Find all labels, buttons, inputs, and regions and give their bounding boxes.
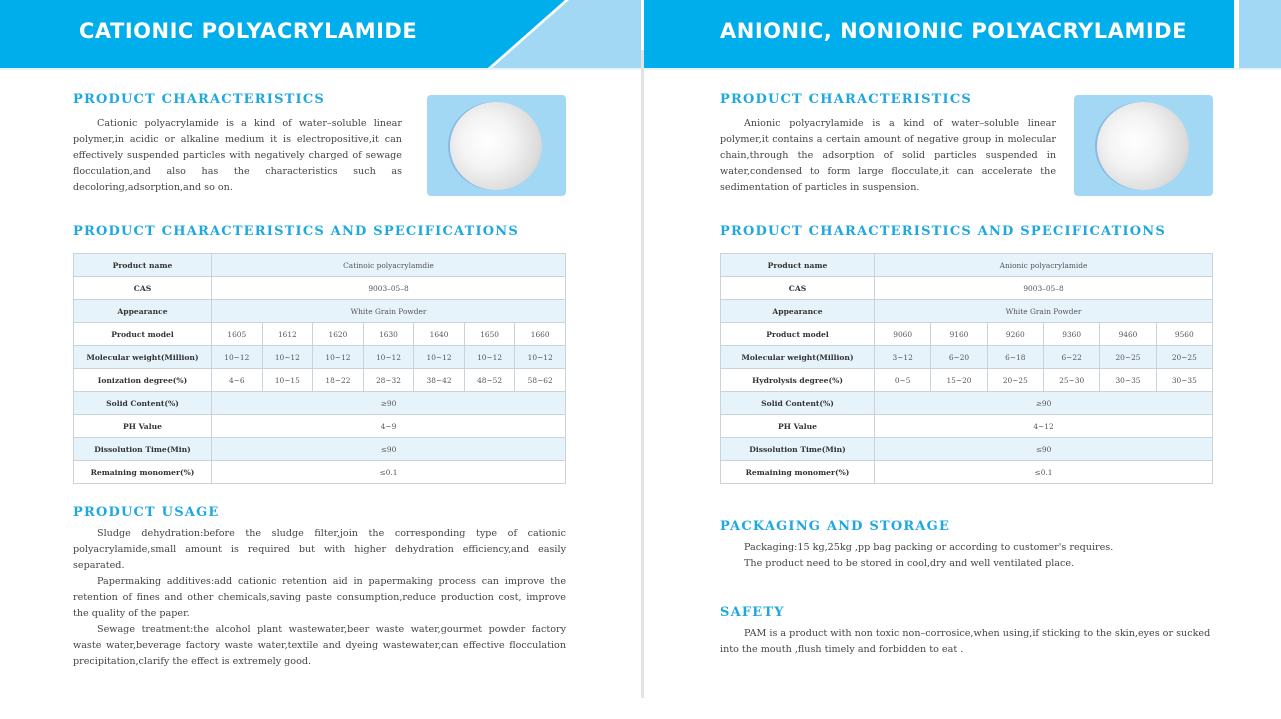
- right-page-title: ANIONIC, NONIONIC POLYACRYLAMIDE: [720, 19, 1187, 43]
- right-header-accent: [1239, 0, 1281, 68]
- left-usage-text: [73, 526, 566, 670]
- left-header-shadow: [0, 68, 641, 70]
- table-row: Appearance White Grain Powder: [721, 300, 1213, 323]
- left-product-photo: [427, 95, 566, 196]
- table-row: CAS 9003–05–8: [721, 277, 1213, 300]
- left-specifications-heading: PRODUCT CHARACTERISTICS AND SPECIFICATIONS: [73, 224, 519, 239]
- table-row: Ionization degree(%) 4~6 10~15 18~22 28~32 38~42 48~52 58~62: [74, 369, 566, 392]
- usage-papermaking-paragraph: Papermaking additives:add cationic retention aid in papermaking process can improve the retention of fines and other chemicals,saving paste consumption,reduce production cost, improve the quality of the paper.: [73, 576, 566, 619]
- usage-sludge-paragraph: Sludge dehydration:before the sludge filter,join the corresponding type of cationic polyacrylamide,small amount is required but with higher dehydration efficiency,and easily separated.: [73, 528, 566, 571]
- safety-text: PAM is a product with non toxic non–corrosice,when using,if sticking to the skin,eyes or sucked into the mouth ,flush timely and forbidden to eat .: [720, 628, 1211, 655]
- left-spec-table: [73, 253, 566, 484]
- packaging-text: Packaging:15 kg,25kg ,pp bag packing or according to customer's requires. The product need to be stored in cool,dry and well ventilated place.: [744, 542, 1114, 569]
- table-row: Appearance White Grain Powder: [74, 300, 566, 323]
- table-row: Molecular weight(Million) 10~12 10~12 10~12 10~12 10~12 10~12 10~12: [74, 346, 566, 369]
- right-characteristics-heading: PRODUCT CHARACTERISTICS: [720, 92, 972, 107]
- left-page-title: CATIONIC POLYACRYLAMIDE: [79, 19, 418, 43]
- left-usage-heading: PRODUCT USAGE: [73, 505, 220, 520]
- right-specifications-heading: PRODUCT CHARACTERISTICS AND SPECIFICATIONS: [720, 224, 1166, 239]
- table-row: Remaining monomer(%) ≤0.1: [721, 461, 1213, 484]
- table-row: PH Value 4~12: [721, 415, 1213, 438]
- table-row: Dissolution Time(Min) ≤90: [721, 438, 1213, 461]
- safety-heading: SAFETY: [720, 605, 785, 620]
- table-row: Product model 9060 9160 9260 9360 9460 9560: [721, 323, 1213, 346]
- right-header-shadow: [644, 68, 1281, 70]
- table-row: PH Value 4~9: [74, 415, 566, 438]
- table-row: Product name Anionic polyacrylamide: [721, 254, 1213, 277]
- right-product-photo: [1074, 95, 1213, 196]
- table-row: CAS 9003–05–8: [74, 277, 566, 300]
- table-row: Molecular weight(Million) 3~12 6~20 6~18 6~22 20~25 20~25: [721, 346, 1213, 369]
- right-characteristics-text: Anionic polyacrylamide is a kind of water–soluble linear polymer,it contains a certain amount of negative group in molecular chain,through the adsorption of solid particles suspended in water,condensed to form large flocculate,it can accelerate the sedimentation of particles in suspension.: [720, 118, 1056, 193]
- table-row: Hydrolysis degree(%) 0~5 15~20 20~25 25~30 30~35 30~35: [721, 369, 1213, 392]
- packaging-heading: PACKAGING AND STORAGE: [720, 519, 951, 534]
- table-row: Solid Content(%) ≥90: [721, 392, 1213, 415]
- right-spec-table: [720, 253, 1213, 484]
- left-characteristics-heading: PRODUCT CHARACTERISTICS: [73, 92, 325, 107]
- table-row: Product name Catinoic polyacrylamdie: [74, 254, 566, 277]
- usage-sewage-paragraph: Sewage treatment:the alcohol plant wastewater,beer waste water,gourmet powder factory waste water,beverage factory waste water,textile and dyeing wastewater,can effective flocculation precipitation,clarify the effect is extremely good.: [73, 624, 566, 667]
- powder-pile-image: [450, 102, 542, 190]
- table-row: Remaining monomer(%) ≤0.1: [74, 461, 566, 484]
- book-spine-divider: [641, 50, 644, 698]
- table-row: Product model 1605 1612 1620 1630 1640 1650 1660: [74, 323, 566, 346]
- table-row: Dissolution Time(Min) ≤90: [74, 438, 566, 461]
- table-row: Solid Content(%) ≥90: [74, 392, 566, 415]
- powder-pile-image: [1097, 102, 1189, 190]
- left-characteristics-text: Cationic polyacrylamide is a kind of water–soluble linear polymer,in acidic or alkaline medium it is electropositive,it can effectively suspended particles with negatively charged of sewage flocculation,and also has the characteristics such as decoloring,adsorption,and so on.: [73, 118, 402, 193]
